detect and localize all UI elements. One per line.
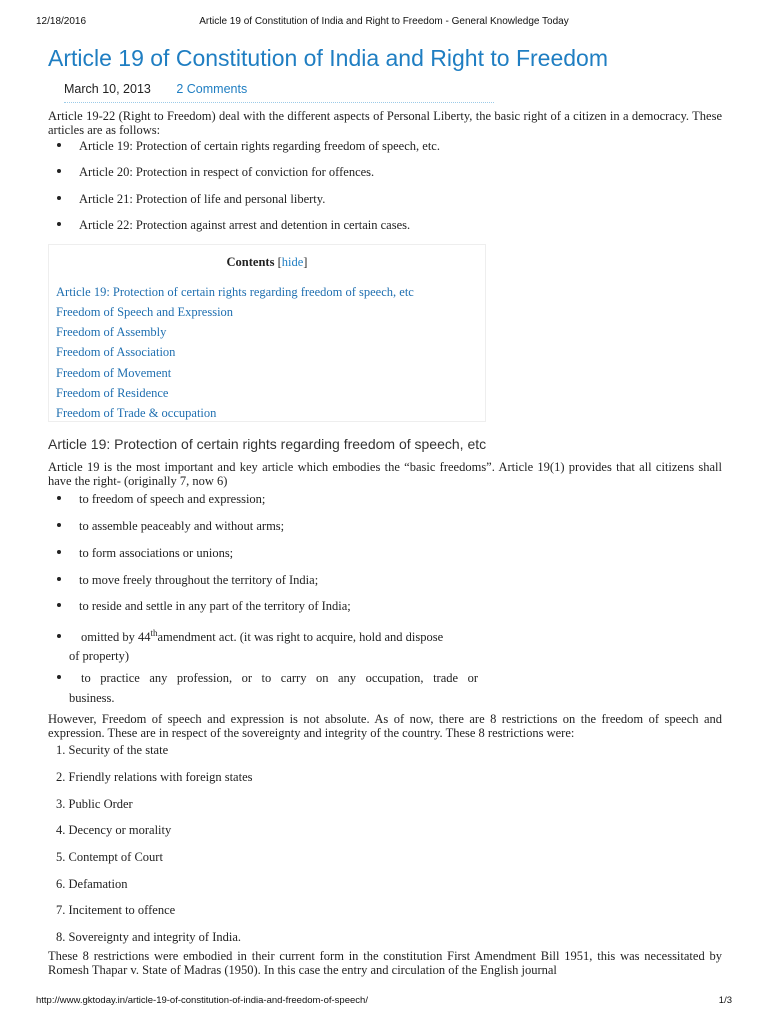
list-item: 3. Public Order [56,796,133,811]
list-item-text: to practice any profession, or to carry on any occupation, trade or [81,671,478,686]
toc-bracket-close: ] [303,255,308,270]
article-date: March 10, 2013 [64,82,151,96]
page-number: 1/3 [718,995,732,1006]
bullet-icon [57,143,61,147]
toc-item-speech[interactable]: Freedom of Speech and Expression [56,305,234,320]
toc-item-residence[interactable]: Freedom of Residence [56,385,169,400]
closing-paragraph: These 8 restrictions were embodied in their current form in the constitution First Amendment Bill 1951, this was necessitated by Romesh Thapar v. State of Madras (1950). In this case the entry and circulation of the English journal [48,948,722,977]
bullet-icon [57,577,61,581]
list-item [48,190,722,216]
list-item [48,624,478,669]
list-item-text: to freedom of speech and expression; [79,492,266,507]
toc-item-movement[interactable]: Freedom of Movement [56,365,172,380]
list-item-text: to form associations or unions; [79,545,234,560]
toc-item-assembly[interactable]: Freedom of Assembly [56,325,167,340]
restrictions-paragraph: However, Freedom of speech and expression is not absolute. As of now, there are 8 restrictions on the freedom of speech and expression. These are in respect of the sovereignty and integrity of the country. These 8 restrictions were: [48,712,722,741]
print-footer [36,995,732,1009]
list-item: 4. Decency or morality [56,823,172,838]
list-item [48,137,722,163]
list-item [48,597,478,624]
article-meta [64,76,494,103]
print-page-title: Article 19 of Constitution of India and Right to Freedom - General Knowledge Today [199,16,569,27]
print-date: 12/18/2016 [36,16,87,27]
bullet-icon [57,675,61,679]
list-item-continuation: business. [69,691,115,706]
list-item [48,490,478,517]
bullet-icon [57,222,61,226]
list-item: 7. Incitement to offence [56,903,176,918]
bullet-icon [57,603,61,607]
list-item [48,571,478,598]
superscript: th [150,628,158,639]
list-item: 8. Sovereignty and integrity of India. [56,929,242,944]
list-item-text: to assemble peaceably and without arms; [79,518,285,533]
print-header [36,16,732,30]
restrictions-list [48,742,722,949]
page-url: http://www.gktoday.in/article-19-of-constitution-of-india-and-freedom-of-speech/ [36,995,368,1006]
list-item [48,544,478,571]
article [48,40,722,977]
list-item: 1. Security of the state [56,743,169,758]
list-item [48,216,722,242]
toc-hide-toggle[interactable]: hide [281,255,304,270]
list-item: 2. Friendly relations with foreign states [56,769,253,784]
bullet-icon [57,196,61,200]
bullet-icon [57,550,61,554]
toc-bracket-open: [ [277,255,282,270]
list-item: 6. Defamation [56,876,128,891]
list-item [48,517,478,544]
bullet-icon [57,496,61,500]
list-item: 5. Contempt of Court [56,849,163,864]
list-item [48,163,722,189]
list-item-text: Article 19: Protection of certain rights regarding freedom of speech, etc. [79,139,440,153]
toc-item-article-19[interactable]: Article 19: Protection of certain rights regarding freedom of speech, etc [56,285,414,300]
list-item-text: to move freely throughout the territory of India; [79,572,319,587]
intro-paragraph: Article 19-22 (Right to Freedom) deal with the different aspects of Personal Liberty, the basic right of a citizen in a democracy. These articles are as follows: [48,109,722,137]
list-item-text: to reside and settle in any part of the territory of India; [79,599,351,614]
intro-list [48,137,722,242]
list-item-text: amendment act. (it was right to acquire, hold and dispose [157,630,444,645]
list-item-text: Article 20: Protection in respect of conviction for offences. [79,165,375,180]
list-item-continuation: of property) [69,649,130,664]
rights-list [48,490,478,714]
toc-item-trade[interactable]: Freedom of Trade & occupation [56,405,217,420]
section-heading: Article 19: Protection of certain rights regarding freedom of speech, etc [48,436,487,453]
list-item-text: Article 22: Protection against arrest and detention in certain cases. [79,217,411,232]
toc-header [49,245,485,283]
table-of-contents [48,244,486,422]
bullet-icon [57,634,61,638]
article-title: Article 19 of Constitution of India and Right to Freedom [48,45,608,71]
section-paragraph: Article 19 is the most important and key article which embodies the “basic freedoms”. Article 19(1) provides that all citizens shall have the right- (originally 7, now 6) [48,460,722,489]
toc-item-association[interactable]: Freedom of Association [56,345,176,360]
bullet-icon [57,523,61,527]
bullet-icon [57,169,61,173]
list-item [48,669,478,714]
comments-link[interactable]: 2 Comments [176,82,248,96]
toc-heading: Contents [226,255,275,270]
list-item-text: Article 21: Protection of life and personal liberty. [79,191,326,206]
list-item-text: omitted by 44 [81,630,151,645]
